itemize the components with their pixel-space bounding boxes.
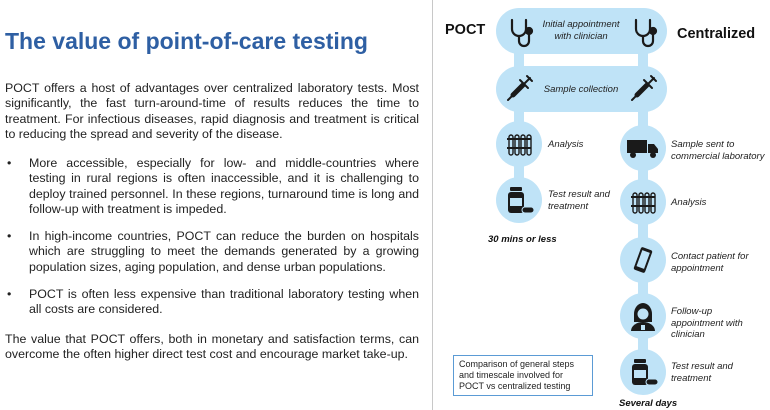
central-followup-node — [620, 293, 666, 339]
diagram-caption: Comparison of general steps and timescale involved for POCT vs centralized testing — [453, 355, 593, 396]
bullet-hospital-burden — [5, 229, 419, 275]
initial-appointment-label: Initial appointment with clinician — [542, 19, 620, 42]
central-sent-label: Sample sent to commercial laboratory — [671, 139, 765, 162]
intro-paragraph: POCT offers a host of advantages over centralized laboratory tests. Most significantly, the fast turn-around-time of results reduces the time to treatment. For infectious diseases, rapid diagnosis and treatment is critical to reducing the spread and severity of the disease. — [5, 81, 419, 141]
centralized-header: Centralized — [677, 26, 756, 42]
bullet-text: More accessible, especially for low- and middle-countries where testing in rural regions is often inaccessible, and it is challenging to deploy trained personnel. In these regions, turnaround time is long and follow-up with treatment is impeded. — [29, 156, 419, 216]
bullet-accessibility — [5, 156, 419, 217]
poct-result-label: Test result and treatment — [548, 189, 610, 212]
poct-timescale: 30 mins or less — [488, 234, 557, 245]
bullet-marker: • — [7, 156, 12, 170]
bullet-marker: • — [7, 287, 12, 301]
central-result-label: Test result and treatment — [671, 361, 733, 384]
bullet-marker: • — [7, 229, 12, 243]
bullet-text: POCT is often less expensive than traditional laboratory testing when all costs are considered. — [29, 287, 419, 317]
poct-header: POCT — [445, 22, 486, 38]
sample-collection-label: Sample collection — [543, 84, 619, 95]
central-timescale: Several days — [619, 398, 678, 409]
page-title: The value of point-of-care testing — [5, 28, 368, 54]
bullet-text: In high-income countries, POCT can reduce the burden on hospitals which are struggling to meet the demands generated by a growing population sizes, aging population, and dense urban populations. — [29, 229, 419, 274]
central-contact-node — [620, 237, 666, 283]
poct-result-node — [496, 177, 542, 223]
central-analysis-label: Analysis — [671, 197, 707, 208]
poct-analysis-label: Analysis — [548, 139, 584, 150]
central-result-node — [620, 349, 666, 395]
central-followup-label: Follow-up appointment with clinician — [671, 306, 743, 340]
bullet-cost — [5, 287, 419, 318]
comparison-diagram — [433, 0, 770, 410]
closing-paragraph: The value that POCT offers, both in monetary and satisfaction terms, can overcome the often higher direct test cost and encourage market take-up. — [5, 332, 419, 362]
poct-analysis-node — [496, 121, 542, 167]
central-contact-label: Contact patient for appointment — [671, 251, 749, 274]
